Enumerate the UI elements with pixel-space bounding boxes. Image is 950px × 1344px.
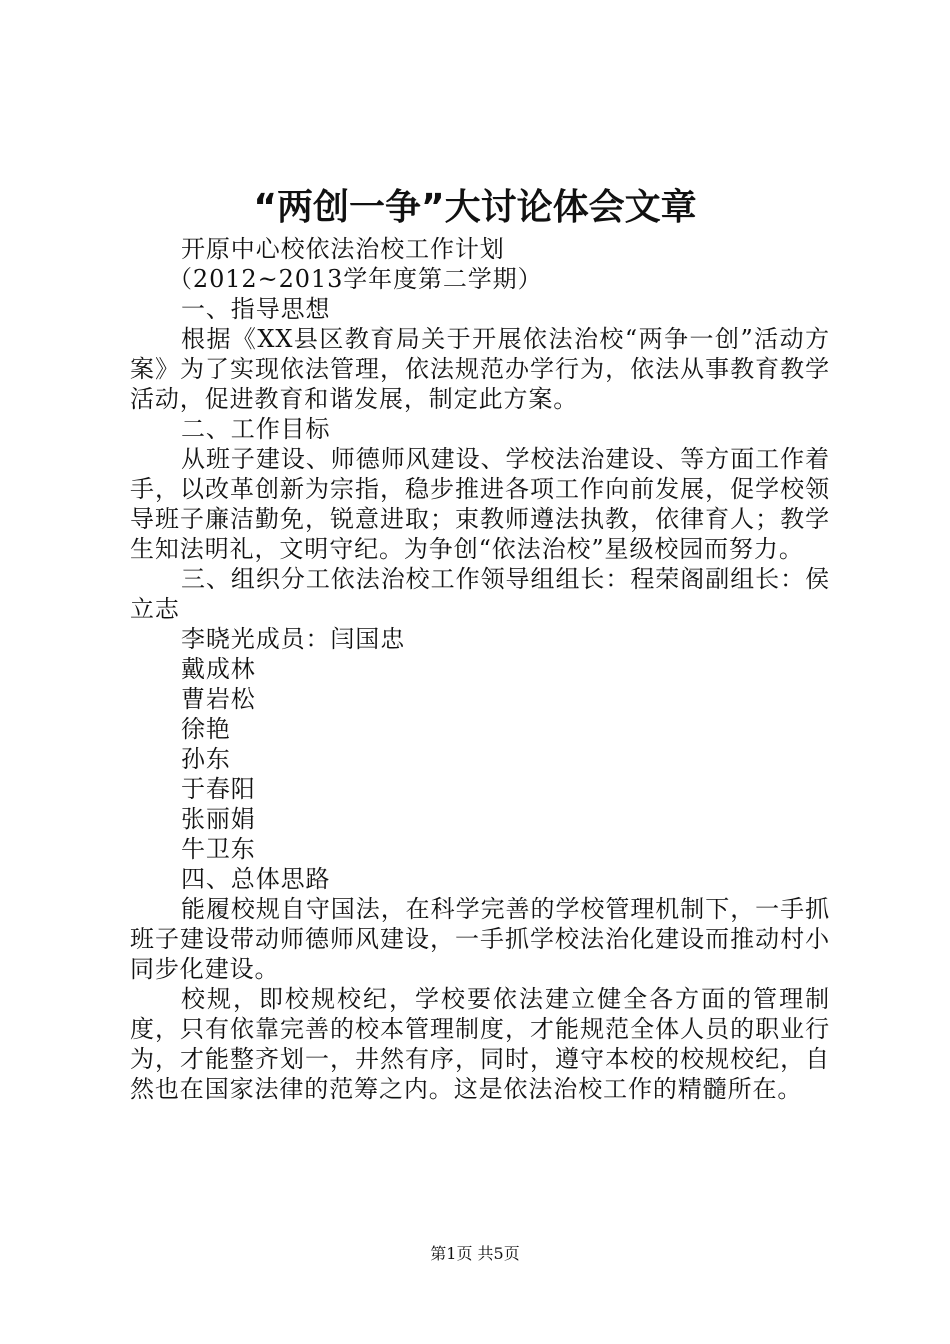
overall-approach-paragraph: 能履校规自守国法，在科学完善的学校管理机制下，一手抓班子建设带动师德师风建设，一手抓学校法治化建设而推动村小同步化建设。 — [130, 895, 830, 983]
section-heading-guiding-ideology: 一、指导思想 — [181, 295, 331, 323]
organization-paragraph: 三、组织分工依法治校工作领导组组长：程荣阁副组长：侯立志 — [130, 565, 830, 623]
member-line: 于春阳 — [181, 775, 256, 803]
guiding-ideology-paragraph: 根据《XX县区教育局关于开展依法治校“两争一创”活动方案》为了实现依法管理，依法规范办学行为，依法从事教育教学活动，促进教育和谐发展，制定此方案。 — [130, 325, 830, 413]
document-body — [130, 234, 830, 1104]
member-line: 曹岩松 — [181, 685, 256, 713]
document-title: “两创一争”大讨论体会文章 — [253, 187, 697, 228]
section-heading-overall-approach: 四、总体思路 — [181, 865, 331, 893]
member-line: 牛卫东 — [181, 835, 256, 863]
member-line: 李晓光成员：闫国忠 — [181, 625, 406, 653]
section-heading-work-goals: 二、工作目标 — [181, 415, 331, 443]
plan-title: 开原中心校依法治校工作计划 — [181, 235, 505, 263]
member-line: 孙东 — [181, 745, 231, 773]
work-goals-paragraph: 从班子建设、师德师风建设、学校法治建设、等方面工作着手，以改革创新为宗指，稳步推进各项工作向前发展，促学校领导班子廉洁勤免，锐意进取；束教师遵法执教，依律育人；教学生知法明礼，文明守纪。为争创“依法治校”星级校园而努力。 — [130, 445, 830, 563]
page-footer: 第1页 共5页 — [430, 1244, 520, 1263]
member-line: 张丽娟 — [181, 805, 256, 833]
member-line: 戴成林 — [181, 655, 256, 683]
school-rules-paragraph: 校规，即校规校纪，学校要依法建立健全各方面的管理制度，只有依靠完善的校本管理制度，才能规范全体人员的职业行为，才能整齐划一，井然有序，同时，遵守本校的校规校纪，自然也在国家法律的范筹之内。这是依法治校工作的精髓所在。 — [130, 985, 830, 1103]
plan-term: （2012~2013学年度第二学期） — [168, 265, 543, 293]
member-line: 徐艳 — [181, 715, 231, 743]
